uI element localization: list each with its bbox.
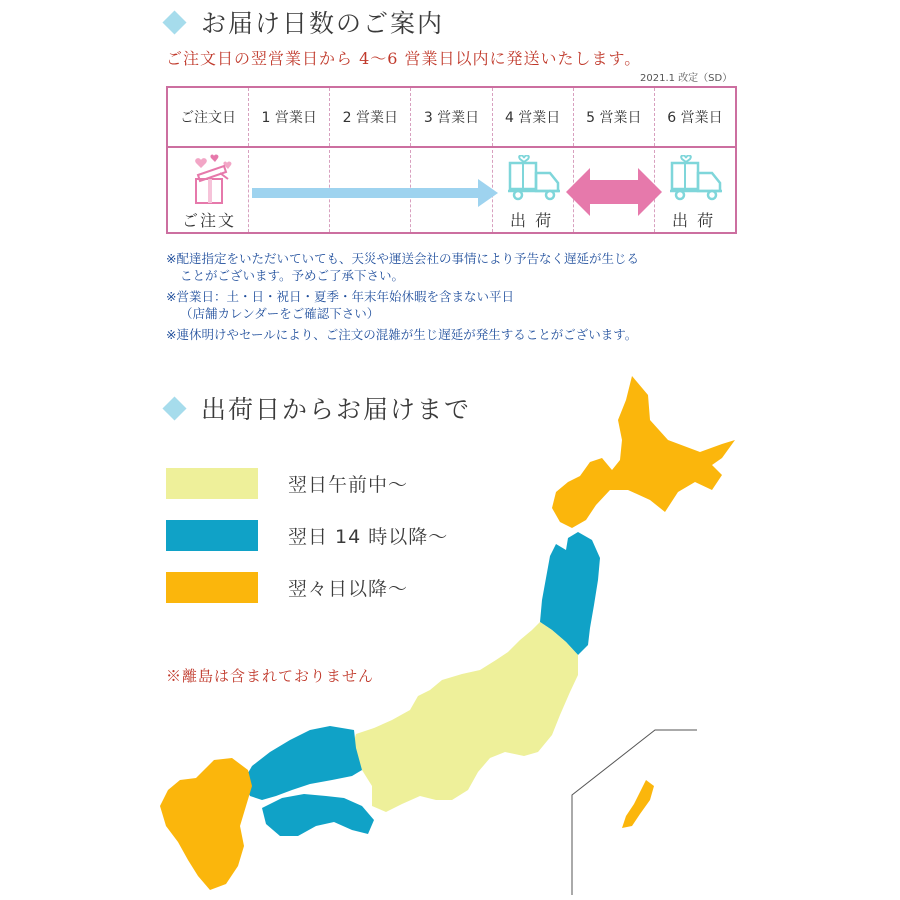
legend-swatch — [166, 468, 258, 499]
region-chugoku — [244, 726, 362, 800]
region-okinawa — [622, 780, 654, 828]
legend-label: 翌々日以降〜 — [288, 577, 409, 600]
section-heading-transit — [166, 390, 471, 426]
legend-item — [166, 467, 448, 499]
shipping-lead-text: ご注文日の翌営業日から 4〜6 営業日以内に発送いたします。 — [166, 49, 642, 68]
note-item: ※連休明けやセールにより、ご注文の混雑が生じ遅延が発生することがございます。 — [166, 327, 638, 342]
day-cell-order: ご注文日 — [168, 88, 249, 146]
note-item: ※配達指定をいただいていても、天災や運送会社の事情により予告なく遅延が生じる ことがございます。予めご了承下さい。 — [166, 251, 639, 283]
legend-label: 翌日午前中〜 — [288, 473, 409, 496]
legend-label: 翌日 14 時以降〜 — [288, 525, 449, 548]
region-shikoku — [262, 794, 374, 836]
day-cell-6: 6 営業日 — [667, 110, 723, 126]
revision-label: 2021.1 改定（SD） — [640, 73, 733, 84]
day-cell-1: 1 営業日 — [249, 88, 330, 146]
note-item: ※営業日：土・日・祝日・夏季・年末年始休暇を含まない平日 （店舗カレンダーをご確認下さい） — [166, 289, 514, 321]
legend-item — [166, 571, 448, 603]
ship-label-day6: 出 荷 — [672, 211, 716, 230]
legend-swatch — [166, 520, 258, 551]
day-cell-5: 5 営業日 — [574, 88, 655, 146]
day-cell-4: 4 営業日 — [493, 88, 574, 146]
region-kyushu — [160, 758, 252, 890]
ship-label-day4: 出 荷 — [510, 211, 554, 230]
section-title: 出荷日からお届けまで — [201, 395, 472, 424]
day-cell-2: 2 営業日 — [330, 88, 411, 146]
diamond-bullet-icon — [162, 396, 186, 420]
section-title: お届け日数のご案内 — [201, 9, 445, 38]
order-label: ご注文 — [182, 211, 237, 230]
region-central — [352, 622, 578, 812]
legend-swatch — [166, 572, 258, 603]
map-legend — [166, 467, 448, 623]
day-cell-3: 3 営業日 — [411, 88, 492, 146]
legend-item — [166, 519, 448, 551]
island-exclusion-note: ※離島は含まれておりません — [166, 667, 375, 685]
region-hokkaido — [552, 376, 735, 528]
